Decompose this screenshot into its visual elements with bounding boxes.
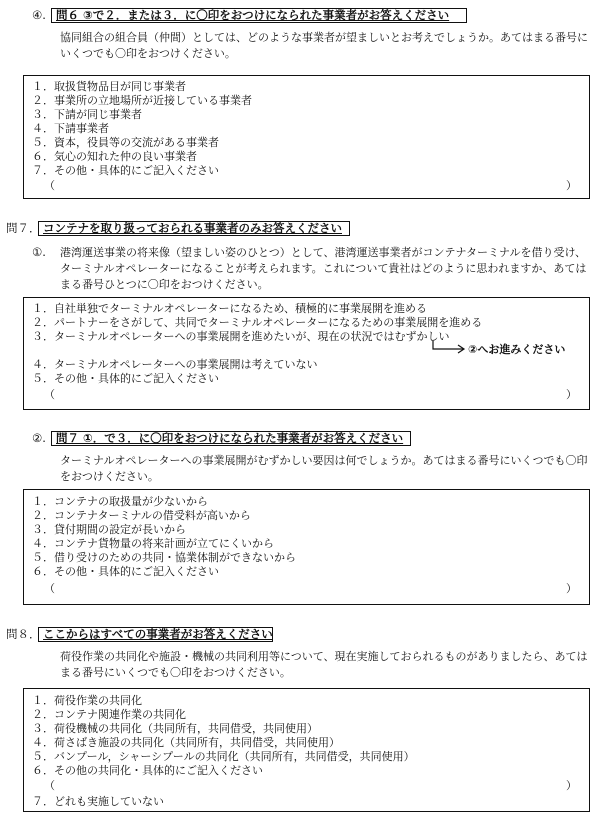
sec4-option-3[interactable]: ３．下請が同じ事業者 [32,108,142,121]
q7-sub1-number: ①. [32,245,46,259]
sec4-number: ④. [32,8,46,22]
q8-option-4[interactable]: ４．荷さばき施設の共同化（共同所有，共同借受，共同使用） [32,736,340,749]
q7-sub2-number: ②. [32,431,46,445]
sec4-paren-close: ） [566,179,577,192]
q7-sub1-goto-note: ②へお進みください [468,343,566,356]
q8-header [38,627,273,642]
q7-sub1-paren-close: ） [566,388,577,401]
sec4-paren-open: （ [44,179,55,192]
sec4-option-7[interactable]: ７．その他・具体的にご記入ください [32,164,219,177]
sec4-option-5[interactable]: ５．資本，役員等の交流がある事業者 [32,136,219,149]
q7-sub2-paren-open: （ [44,582,55,595]
q7-sub1-option-2[interactable]: ２．パートナーをさがして、共同でターミナルオペレーターになるための事業展開を進める [32,316,483,329]
q7-sub2-paren-close: ） [566,582,577,595]
q7-sub2-option-1[interactable]: １．コンテナの取扱量が少ないから [32,495,208,508]
q8-option-5[interactable]: ５．バンプール，シャーシプールの共同化（共同所有，共同借受，共同使用） [32,750,415,763]
q7-sub1-option-5[interactable]: ５．その他・具体的にご記入ください [32,372,219,385]
q7-header-text: コンテナを取り扱っておられる事業者のみお答えください [43,221,342,235]
q8-label: 問８． [6,627,41,641]
q8-header-text: ここからはすべての事業者がお答えください [43,627,273,641]
bracket-arrow-icon [430,340,468,356]
q8-option-7[interactable]: ７．どれも実施していない [32,795,164,808]
q7-sub2-header-text: 問７ ①．で３．に〇印をおつけになられた事業者がお答えください [56,431,404,445]
q7-sub1-option-4[interactable]: ４．ターミナルオペレーターへの事業展開は考えていない [32,358,318,371]
q7-sub1-option-1[interactable]: １．自社単独でターミナルオペレーターになるため、積極的に事業展開を進める [32,302,428,315]
sec4-header [51,8,467,23]
sec4-question-text: 協同組合の組合員（仲間）としては、どのような事業者が望ましいとお考えでしょうか。あてはまる番号にいくつでも〇印をおつけください。 [60,31,588,60]
q8-option-2[interactable]: ２．コンテナ関連作業の共同化 [32,708,186,721]
q7-sub2-option-3[interactable]: ３．貸付期間の設定が長いから [32,523,186,536]
q7-header [38,221,350,236]
sec4-option-2[interactable]: ２．事業所の立地場所が近接している事業者 [32,94,252,107]
q7-sub2-option-2[interactable]: ２．コンテナターミナルの借受料が高いから [32,509,251,522]
q7-sub1-question-text: 港湾運送事業の将来像（望ましい姿のひとつ）として、港湾運送事業者がコンテナターミナルを借り受け、ターミナルオペレーターになることが考えられます。これについて貴社はどのように思われますか、あてはまる番号ひとつに〇印をおつけください。 [60,246,587,291]
sec4-option-6[interactable]: ６．気心の知れた仲の良い事業者 [32,150,197,163]
q8-option-6[interactable]: ６．その他の共同化・具体的にご記入ください [32,764,263,777]
sec4-header-text: 問６ ③で２．または３．に〇印をおつけになられた事業者がお答えください [56,8,450,22]
sec4-option-1[interactable]: １．取扱貨物品目が同じ事業者 [32,80,186,93]
q7-sub2-option-4[interactable]: ４．コンテナ貨物量の将来計画が立てにくいから [32,537,274,550]
q7-sub1-option-3[interactable]: ３．ターミナルオペレーターへの事業展開を進めたいが、現在の状況ではむずかしい [32,330,450,343]
q8-question-text: 荷役作業の共同化や施設・機械の共同利用等について、現在実施しておられるものがありましたら、あてはまる番号にいくつでも〇印をおつけください。 [60,650,588,679]
q7-sub1-paren-open: （ [44,388,55,401]
q7-sub2-question-text: ターミナルオペレーターへの事業展開がむずかしい要因は何でしょうか。あてはまる番号にいくつでも〇印をおつけください。 [60,454,588,483]
q8-option-1[interactable]: １．荷役作業の共同化 [32,694,142,707]
q7-sub2-option-5[interactable]: ５．借り受けのための共同・協業体制ができないから [32,551,296,564]
q8-paren-open: （ [44,779,55,792]
q7-sub2-header [51,431,411,446]
sec4-option-4[interactable]: ４．下請事業者 [32,122,109,135]
q7-label: 問７． [6,221,41,235]
q8-option-3[interactable]: ３．荷役機械の共同化（共同所有，共同借受，共同使用） [32,722,318,735]
q8-paren-close: ） [566,779,577,792]
q7-sub2-option-6[interactable]: ６．その他・具体的にご記入ください [32,565,219,578]
